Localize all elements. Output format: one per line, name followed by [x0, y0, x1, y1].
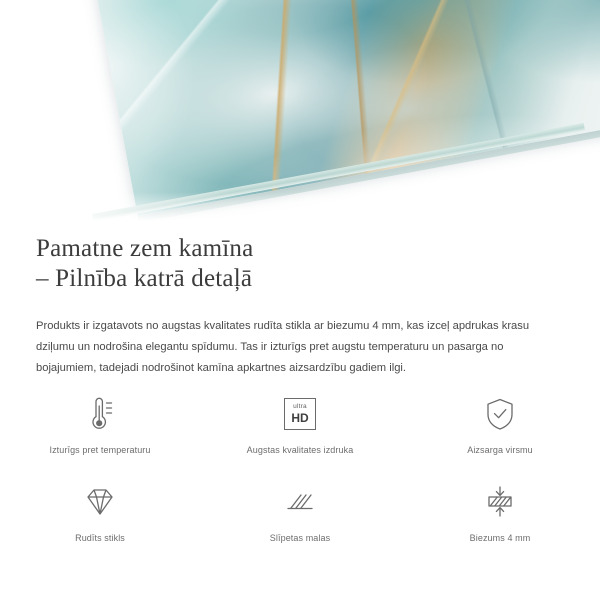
- feature-item-surface-protection: [400, 392, 600, 468]
- feature-label: Augstas kvalitates izdruka: [246, 445, 354, 455]
- hero-image: [0, 0, 600, 228]
- headline-line-1: Pamatne zem kamīna: [36, 235, 254, 262]
- hero-bottom-fade: [0, 192, 600, 228]
- feature-label: Aizsarga virsmu: [467, 445, 533, 455]
- feature-item-temperature: [0, 392, 200, 468]
- feature-item-tempered-glass: [0, 480, 200, 556]
- feature-item-thickness: [400, 480, 600, 556]
- feature-item-print-quality: [200, 392, 400, 468]
- page-title: [0, 228, 600, 294]
- feature-label: Biezums 4 mm: [469, 533, 531, 543]
- polished-edges-icon: [282, 480, 318, 524]
- diamond-icon: [81, 480, 119, 524]
- feature-label: Rudīts stikls: [75, 533, 125, 543]
- thermometer-icon: [83, 392, 117, 436]
- feature-label: Izturīgs pret temperaturu: [49, 445, 151, 455]
- headline-line-2: – Pilnība katrā detaļā: [36, 265, 253, 292]
- ultra-hd-badge-top: ultra: [293, 403, 307, 411]
- thickness-arrows-icon: [482, 480, 518, 524]
- glass-panel-face: [92, 0, 600, 216]
- feature-label: Slīpetas malas: [269, 533, 331, 543]
- marble-highlight-wash: [92, 0, 600, 216]
- feature-grid: [0, 392, 600, 556]
- ultra-hd-icon: [284, 392, 316, 436]
- sparkle-icon: [494, 168, 520, 194]
- text-content: [0, 228, 600, 379]
- feature-item-polished-edges: [200, 480, 400, 556]
- body-paragraph: Produkts ir izgatavots no augstas kvalitates rudīta stikla ar biezumu 4 mm, kas izceļ apdrukas krasu dziļumu un nodrošina elegantu spīdumu. Tas ir izturīgs pret augstu temperaturu un pasarga no bojajumiem, tadejadi nodrošinot kamīna apkartnes aizsardzību gadiem ilgi.: [36, 320, 530, 374]
- ultra-hd-badge-bottom: HD: [291, 410, 309, 425]
- shield-check-icon: [483, 392, 517, 436]
